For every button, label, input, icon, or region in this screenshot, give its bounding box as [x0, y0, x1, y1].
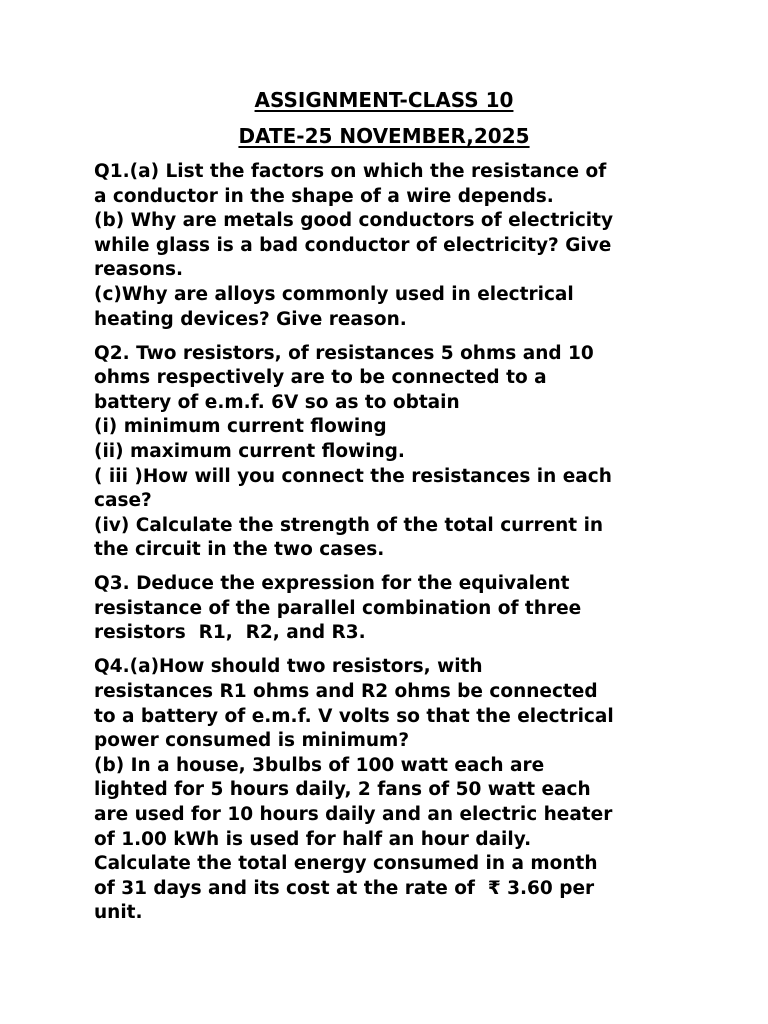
question-line: of 1.00 kWh is used for half an hour daily. [94, 828, 532, 850]
question-line: (i) minimum current flowing [94, 416, 387, 438]
question-line: resistances R1 ohms and R2 ohms be connected [94, 681, 598, 703]
question-line: (c)Why are alloys commonly used in electrical [94, 283, 574, 305]
question-line: reasons. [94, 259, 184, 281]
question-line: the circuit in the two cases. [94, 539, 385, 561]
question-3 [94, 572, 694, 646]
question-line: while glass is a bad conductor of electricity? Give [94, 234, 612, 256]
question-line: power consumed is minimum? [94, 730, 410, 752]
questions-list [94, 160, 694, 935]
question-line: unit. [94, 902, 143, 924]
question-line: ( iii )How will you connect the resistances in each [94, 465, 612, 487]
question-line: (iv) Calculate the strength of the total current in [94, 514, 604, 536]
question-line: resistors R1, R2, and R3. [94, 622, 366, 644]
question-line: battery of e.m.f. 6V so as to obtain [94, 391, 460, 413]
question-line: are used for 10 hours daily and an electric heater [94, 804, 613, 826]
question-line: (b) Why are metals good conductors of electricity [94, 210, 614, 232]
assignment-date: DATE-25 NOVEMBER,2025 [238, 124, 530, 148]
question-1 [94, 160, 694, 332]
assignment-title: ASSIGNMENT-CLASS 10 [254, 88, 514, 112]
question-line: Q4.(a)How should two resistors, with [94, 656, 483, 678]
question-line: a conductor in the shape of a wire depends. [94, 185, 554, 207]
question-4 [94, 655, 694, 926]
question-2 [94, 342, 694, 563]
question-line: Q1.(a) List the factors on which the resistance of [94, 161, 607, 182]
question-line: case? [94, 490, 152, 512]
question-line: (ii) maximum current flowing. [94, 440, 405, 462]
question-line: of 31 days and its cost at the rate of ₹ 3.60 per [94, 877, 595, 899]
question-line: Calculate the total energy consumed in a month [94, 853, 598, 875]
question-line: resistance of the parallel combination of three [94, 597, 582, 619]
question-line: Q2. Two resistors, of resistances 5 ohms and 10 [94, 342, 594, 364]
question-line: ohms respectively are to be connected to a [94, 367, 547, 389]
question-line: Q3. Deduce the expression for the equivalent [94, 573, 570, 595]
question-line: (b) In a house, 3bulbs of 100 watt each are [94, 754, 545, 776]
question-line: to a battery of e.m.f. V volts so that the electrical [94, 705, 614, 727]
question-line: lighted for 5 hours daily, 2 fans of 50 watt each [94, 779, 591, 801]
question-line: heating devices? Give reason. [94, 308, 407, 330]
